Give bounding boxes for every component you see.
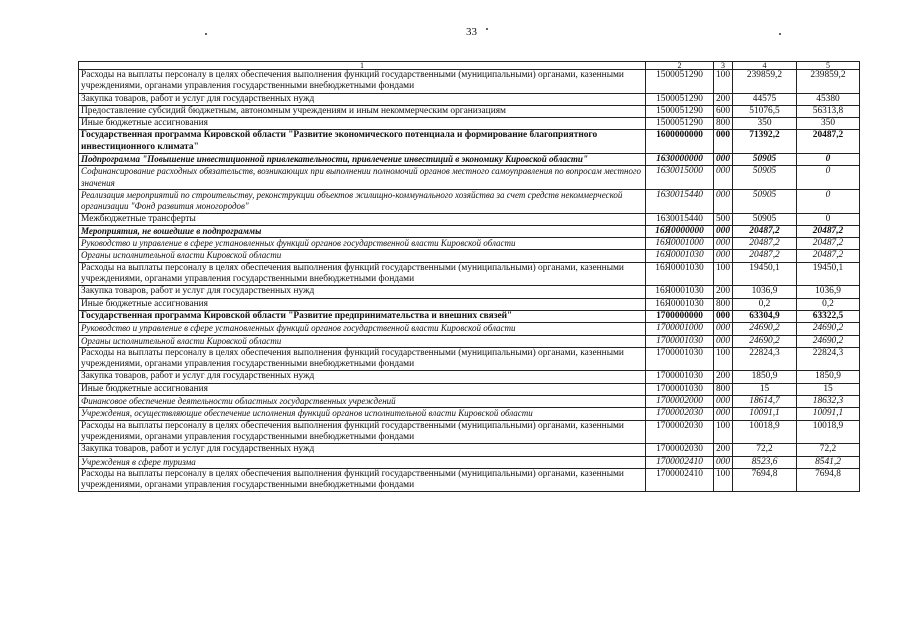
expense-type-code: 200: [714, 444, 733, 456]
row-name: Финансовое обеспечение деятельности областных государственных учреждений: [79, 396, 646, 408]
expense-type-code: 100: [714, 70, 733, 94]
scan-speck: [779, 33, 781, 35]
target-article-code: 16Я0001030: [646, 298, 714, 310]
table-row: [79, 408, 860, 420]
target-article-code: 1700001030: [646, 371, 714, 383]
amount-year-2: 20487,2: [797, 130, 860, 154]
amount-year-1: 24690,2: [733, 335, 797, 347]
table-row: [79, 250, 860, 262]
expense-type-code: 000: [714, 166, 733, 190]
amount-year-2: 18632,3: [797, 396, 860, 408]
expense-type-code: 000: [714, 323, 733, 335]
amount-year-1: 72,2: [733, 444, 797, 456]
amount-year-2: 20487,2: [797, 250, 860, 262]
amount-year-2: 22824,3: [797, 347, 860, 371]
amount-year-1: 8523,6: [733, 456, 797, 468]
amount-year-2: 8541,2: [797, 456, 860, 468]
amount-year-1: 19450,1: [733, 262, 797, 286]
amount-year-1: 50905: [733, 213, 797, 225]
row-name: Расходы на выплаты персоналу в целях обеспечения выполнения функций государственными (муниципальными) органами, казенными учреждениями, органами управления государственными внебюджетными фондами: [79, 468, 646, 492]
row-name: Предоставление субсидий бюджетным, автономным учреждениям и иным некоммерческим организациям: [79, 105, 646, 117]
row-name: Межбюджетные трансферты: [79, 213, 646, 225]
column-number: 5: [797, 62, 860, 70]
column-number-row: [79, 62, 860, 70]
amount-year-1: 24690,2: [733, 323, 797, 335]
table-row: [79, 70, 860, 94]
amount-year-2: 10018,9: [797, 420, 860, 444]
row-name: Государственная программа Кировской области "Развитие предпринимательства и внешних связей": [79, 310, 646, 322]
expense-type-code: 800: [714, 118, 733, 130]
expense-type-code: 000: [714, 189, 733, 213]
table-row: [79, 189, 860, 213]
expense-type-code: 000: [714, 250, 733, 262]
amount-year-2: 0: [797, 154, 860, 166]
amount-year-2: 1850,9: [797, 371, 860, 383]
amount-year-1: 0,2: [733, 298, 797, 310]
row-name: Расходы на выплаты персоналу в целях обеспечения выполнения функций государственными (муниципальными) органами, казенными учреждениями, органами управления государственными внебюджетными фондами: [79, 70, 646, 94]
amount-year-2: 20487,2: [797, 225, 860, 237]
table-row: [79, 310, 860, 322]
row-name: Софинансирование расходных обязательств, возникающих при выполнении полномочий органов местного самоуправления по вопросам местного значения: [79, 166, 646, 190]
target-article-code: 1600000000: [646, 130, 714, 154]
column-number: 4: [733, 62, 797, 70]
row-name: Расходы на выплаты персоналу в целях обеспечения выполнения функций государственными (муниципальными) органами, казенными учреждениями, органами управления государственными внебюджетными фондами: [79, 420, 646, 444]
scan-speck: [205, 33, 207, 35]
target-article-code: 1700002030: [646, 420, 714, 444]
budget-table-body: [79, 62, 860, 492]
amount-year-1: 239859,2: [733, 70, 797, 94]
target-article-code: 1700002410: [646, 456, 714, 468]
expense-type-code: 100: [714, 420, 733, 444]
amount-year-1: 63304,9: [733, 310, 797, 322]
column-number: 2: [646, 62, 714, 70]
amount-year-1: 50905: [733, 189, 797, 213]
amount-year-2: 56313,8: [797, 105, 860, 117]
expense-type-code: 000: [714, 154, 733, 166]
target-article-code: 1500051290: [646, 70, 714, 94]
target-article-code: 1500051290: [646, 118, 714, 130]
amount-year-1: 50905: [733, 154, 797, 166]
expense-type-code: 100: [714, 347, 733, 371]
expense-type-code: 800: [714, 383, 733, 395]
expense-type-code: 200: [714, 371, 733, 383]
target-article-code: 1700001000: [646, 323, 714, 335]
amount-year-1: 22824,3: [733, 347, 797, 371]
amount-year-1: 44575: [733, 93, 797, 105]
row-name: Реализация мероприятий по строительству, реконструкции объектов жилищно-коммунального хозяйства за счет средств некоммерческой организации "Фонд развития моногородов": [79, 189, 646, 213]
amount-year-2: 0,2: [797, 298, 860, 310]
amount-year-1: 51076,5: [733, 105, 797, 117]
amount-year-1: 350: [733, 118, 797, 130]
table-row: [79, 286, 860, 298]
amount-year-1: 10018,9: [733, 420, 797, 444]
amount-year-1: 20487,2: [733, 225, 797, 237]
amount-year-1: 7694,8: [733, 468, 797, 492]
target-article-code: 1630015000: [646, 166, 714, 190]
expense-type-code: 000: [714, 396, 733, 408]
row-name: Закупка товаров, работ и услуг для государственных нужд: [79, 93, 646, 105]
target-article-code: 1630015440: [646, 213, 714, 225]
amount-year-2: 1036,9: [797, 286, 860, 298]
target-article-code: 1700001030: [646, 335, 714, 347]
expense-type-code: 100: [714, 468, 733, 492]
table-row: [79, 225, 860, 237]
target-article-code: 1700001030: [646, 347, 714, 371]
row-name: Руководство и управление в сфере установленных функций органов государственной власти Кировской области: [79, 323, 646, 335]
amount-year-2: 15: [797, 383, 860, 395]
target-article-code: 1500051290: [646, 93, 714, 105]
amount-year-2: 45380: [797, 93, 860, 105]
table-row: [79, 130, 860, 154]
target-article-code: 16Я0001030: [646, 286, 714, 298]
amount-year-1: 1850,9: [733, 371, 797, 383]
amount-year-2: 0: [797, 166, 860, 190]
amount-year-2: 72,2: [797, 444, 860, 456]
amount-year-2: 7694,8: [797, 468, 860, 492]
target-article-code: 1630000000: [646, 154, 714, 166]
row-name: Закупка товаров, работ и услуг для государственных нужд: [79, 371, 646, 383]
row-name: Руководство и управление в сфере установленных функций органов государственной власти Кировской области: [79, 238, 646, 250]
expense-type-code: 000: [714, 310, 733, 322]
page-number: 33: [466, 26, 477, 38]
amount-year-1: 10091,1: [733, 408, 797, 420]
table-row: [79, 396, 860, 408]
table-row: [79, 118, 860, 130]
amount-year-2: 24690,2: [797, 335, 860, 347]
target-article-code: 16Я0001030: [646, 262, 714, 286]
amount-year-2: 20487,2: [797, 238, 860, 250]
target-article-code: 1700000000: [646, 310, 714, 322]
target-article-code: 1700002030: [646, 408, 714, 420]
amount-year-1: 71392,2: [733, 130, 797, 154]
table-row: [79, 105, 860, 117]
amount-year-2: 0: [797, 189, 860, 213]
target-article-code: 1700002410: [646, 468, 714, 492]
expense-type-code: 500: [714, 213, 733, 225]
target-article-code: 16Я0001030: [646, 250, 714, 262]
target-article-code: 1700002030: [646, 444, 714, 456]
table-row: [79, 468, 860, 492]
expense-type-code: 200: [714, 286, 733, 298]
expense-type-code: 000: [714, 335, 733, 347]
amount-year-2: 63322,5: [797, 310, 860, 322]
table-row: [79, 383, 860, 395]
row-name: Учреждения, осуществляющие обеспечение исполнения функций органов исполнительной власти Кировской области: [79, 408, 646, 420]
amount-year-2: 10091,1: [797, 408, 860, 420]
amount-year-1: 15: [733, 383, 797, 395]
table-row: [79, 347, 860, 371]
table-row: [79, 93, 860, 105]
amount-year-2: 0: [797, 213, 860, 225]
amount-year-1: 1036,9: [733, 286, 797, 298]
expense-type-code: 000: [714, 456, 733, 468]
amount-year-1: 50905: [733, 166, 797, 190]
expense-type-code: 800: [714, 298, 733, 310]
amount-year-2: 24690,2: [797, 323, 860, 335]
expense-type-code: 000: [714, 225, 733, 237]
row-name: Мероприятия, не вошедшие в подпрограммы: [79, 225, 646, 237]
row-name: Расходы на выплаты персоналу в целях обеспечения выполнения функций государственными (муниципальными) органами, казенными учреждениями, органами управления государственными внебюджетными фондами: [79, 262, 646, 286]
table-row: [79, 213, 860, 225]
amount-year-2: 19450,1: [797, 262, 860, 286]
table-row: [79, 371, 860, 383]
row-name: Органы исполнительной власти Кировской области: [79, 250, 646, 262]
row-name: Закупка товаров, работ и услуг для государственных нужд: [79, 286, 646, 298]
table-row: [79, 166, 860, 190]
table-row: [79, 444, 860, 456]
table-row: [79, 262, 860, 286]
amount-year-2: 239859,2: [797, 70, 860, 94]
column-number: 1: [79, 62, 646, 70]
amount-year-1: 18614,7: [733, 396, 797, 408]
table-row: [79, 154, 860, 166]
table-row: [79, 456, 860, 468]
amount-year-1: 20487,2: [733, 238, 797, 250]
expense-type-code: 600: [714, 105, 733, 117]
row-name: Расходы на выплаты персоналу в целях обеспечения выполнения функций государственными (муниципальными) органами, казенными учреждениями, органами управления государственными внебюджетными фондами: [79, 347, 646, 371]
row-name: Государственная программа Кировской области "Развитие экономического потенциала и формирование благоприятного инвестиционного климата": [79, 130, 646, 154]
scan-speck: [486, 28, 488, 30]
row-name: Закупка товаров, работ и услуг для государственных нужд: [79, 444, 646, 456]
target-article-code: 1630015440: [646, 189, 714, 213]
table-row: [79, 335, 860, 347]
amount-year-1: 20487,2: [733, 250, 797, 262]
expense-type-code: 000: [714, 130, 733, 154]
row-name: Иные бюджетные ассигнования: [79, 383, 646, 395]
budget-table: [78, 61, 860, 492]
target-article-code: 1700002000: [646, 396, 714, 408]
expense-type-code: 000: [714, 408, 733, 420]
table-row: [79, 238, 860, 250]
row-name: Иные бюджетные ассигнования: [79, 298, 646, 310]
target-article-code: 1500051290: [646, 105, 714, 117]
amount-year-2: 350: [797, 118, 860, 130]
target-article-code: 16Я0000000: [646, 225, 714, 237]
row-name: Подпрограмма "Повышение инвестиционной привлекательности, привлечение инвестиций в экономику Кировской области": [79, 154, 646, 166]
row-name: Иные бюджетные ассигнования: [79, 118, 646, 130]
expense-type-code: 000: [714, 238, 733, 250]
table-row: [79, 298, 860, 310]
table-row: [79, 420, 860, 444]
row-name: Учреждения в сфере туризма: [79, 456, 646, 468]
row-name: Органы исполнительной власти Кировской области: [79, 335, 646, 347]
target-article-code: 1700001030: [646, 383, 714, 395]
expense-type-code: 100: [714, 262, 733, 286]
target-article-code: 16Я0001000: [646, 238, 714, 250]
table-row: [79, 323, 860, 335]
expense-type-code: 200: [714, 93, 733, 105]
column-number: 3: [714, 62, 733, 70]
